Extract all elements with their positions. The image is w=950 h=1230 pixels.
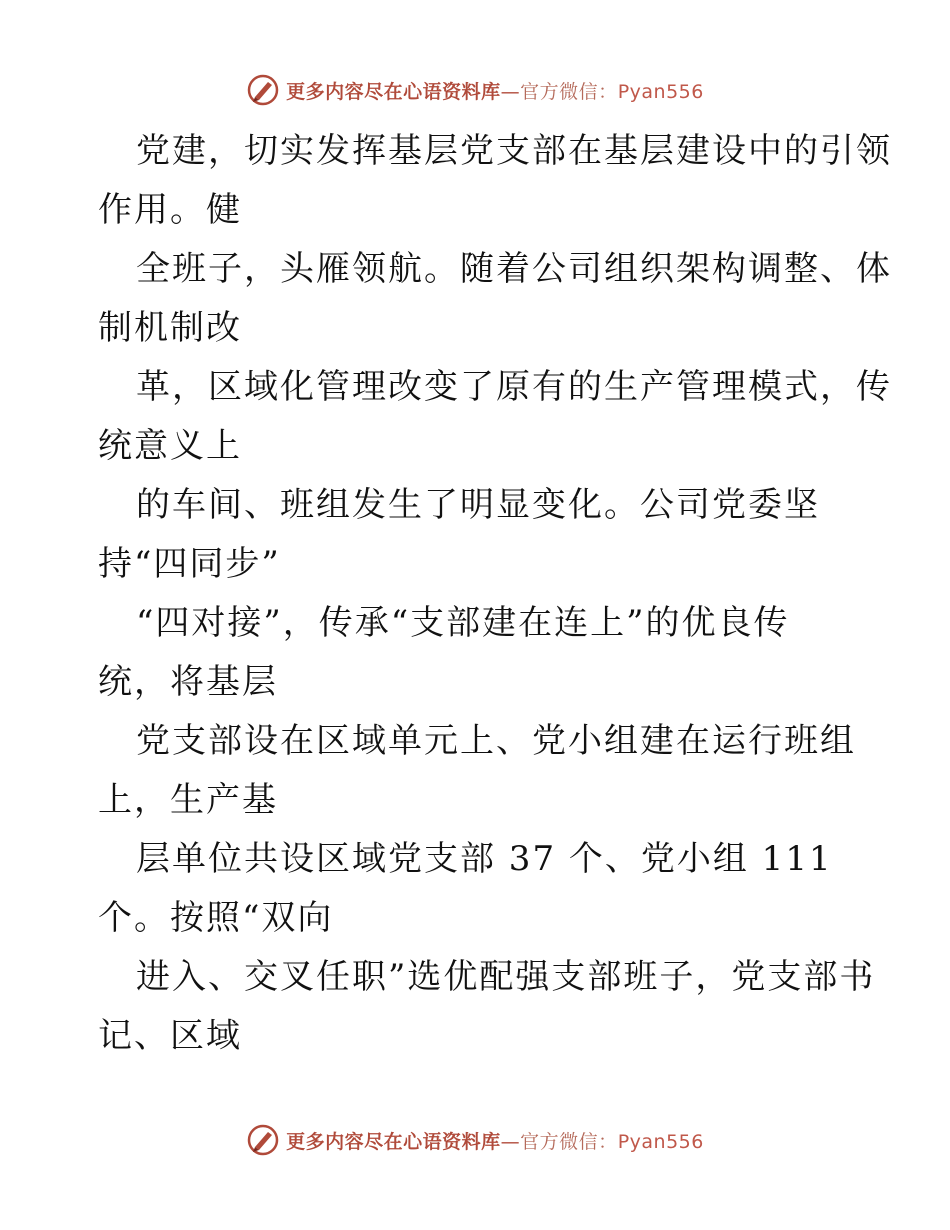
watermark-wechat-id: Pyan556 (617, 1130, 704, 1153)
text-line: 制机制改 (98, 308, 242, 348)
footer-watermark (0, 1120, 950, 1160)
text-line: 党支部设在区域单元上、党小组建在运行班组 (136, 721, 856, 761)
text-line: 层单位共设区域党支部 37 个、党小组 111 (136, 839, 833, 879)
watermark-main: 更多内容尽在心语资料库 (286, 1130, 501, 1153)
text-line: 党建，切实发挥基层党支部在基层建设中的引领 (136, 131, 892, 171)
text-line: 持“四同步” (98, 544, 281, 584)
text-line: “四对接”，传承“支部建在连上”的优良传 (136, 603, 790, 643)
document-body (98, 122, 892, 1066)
watermark-text (286, 1127, 704, 1154)
text-line: 统意义上 (98, 426, 242, 466)
watermark-main: 更多内容尽在心语资料库 (286, 80, 501, 103)
text-line: 进入、交叉任职”选优配强支部班子，党支部书 (136, 957, 876, 997)
pen-logo-icon (246, 1123, 280, 1157)
text-line: 全班子，头雁领航。随着公司组织架构调整、体 (136, 249, 892, 289)
text-line: 记、区域 (98, 1016, 242, 1056)
watermark-dash: — (500, 1130, 521, 1153)
text-line: 统，将基层 (98, 662, 278, 702)
watermark-wechat-label: 官方微信： (520, 80, 618, 103)
text-line: 的车间、班组发生了明显变化。公司党委坚 (136, 485, 820, 525)
watermark-wechat-id: Pyan556 (617, 80, 704, 103)
text-line: 上，生产基 (98, 780, 278, 820)
watermark-dash: — (500, 80, 521, 103)
header-watermark (0, 70, 950, 110)
text-line: 作用。健 (98, 190, 242, 230)
watermark-text (286, 77, 704, 104)
watermark-wechat-label: 官方微信： (520, 1130, 618, 1153)
text-line: 个。按照“双向 (98, 898, 334, 938)
text-line: 革，区域化管理改变了原有的生产管理模式，传 (136, 367, 892, 407)
pen-logo-icon (246, 73, 280, 107)
